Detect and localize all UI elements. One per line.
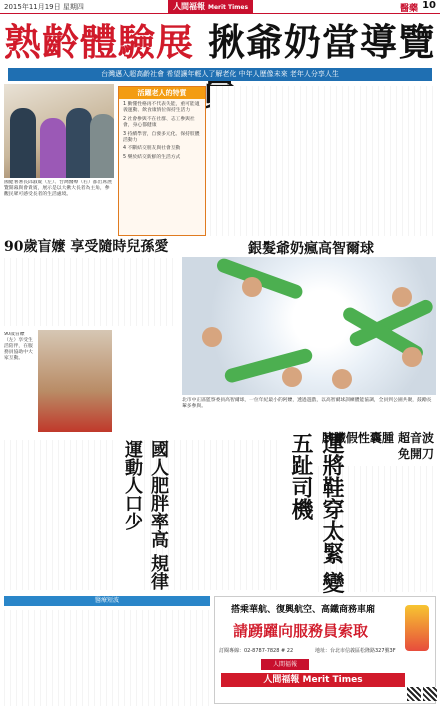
article-body-columns [4,258,174,326]
ad-banner: 人間福報 Merit Times [221,673,405,687]
photo-caption-2: 90歲盲嬤（左）享受生活陪伴，在服務員協助中大家互動。 [4,332,33,361]
issue-date: 2015年11月19日 星期四 [4,3,84,11]
section-heading: 胰臟假性囊腫 超音波免開刀 [321,431,434,461]
page-headline: 熟齡體驗展 揪爺奶當導覽 [4,20,436,64]
section-heading: 運將鞋穿太緊 變五趾司機 [288,432,345,594]
advertisement [214,596,436,704]
list-item: 5 樂於結交新鮮的生活方式 [123,154,181,160]
page-number: 10 [422,0,436,11]
section-heading: 國人肥胖率高 規律運動人口少 [122,440,169,591]
sidebar-box-title: 活躍老人的特質 [119,87,205,99]
list-item: 4 不斷結交朋友與社會互動 [123,146,181,152]
masthead [0,0,440,14]
list-item: 3 持續學習，自發多元化、保持肢體活動力 [123,131,200,144]
article-body-columns [4,610,210,706]
headline-subtitle: 台灣邁入超高齡社會 希望讓年輕人了解老化 中年人歷像未來 老年人分享人生 [8,68,432,81]
ad-phone: 訂閱專線：02-8787-7828 # 22 [219,648,294,654]
list-item: 2 社會參與不在社群、志工參與社會，身心都健康 [123,116,195,129]
qr-code-icon [407,687,421,701]
ad-title: 搭乘華航、復興航空、高鐵商務車廂 [231,605,376,615]
photo-caption-3: 北市中正區監察委員高智爾球，一位年紀最小的阿嬤，透過遊戲，以高智爾球訓練體能協調，全員到公園共聚，鼓勵長輩多參與。 [182,398,432,409]
ad-headline: 請踴躍向服務員索取 [233,622,369,640]
newspaper-logo: 人間福報 Merit Times [168,0,253,13]
photo-caption-1: 國健署署長邱淑媞（左）、台灣醫療（右）都出席展覽開幕與會貴賓，展示是以大揪大長者為主角，參觀民眾可感受長者的生活處境。 [4,180,112,197]
column-tag: 醫療短波 [4,596,210,606]
product-image [405,605,429,651]
sidebar-box [118,86,206,236]
list-item: 1 勤懂性格再不代表失能，重可能適義運動、飲食康情位保持生活力 [123,102,200,114]
ad-logo: 人間福報 [261,659,309,670]
section-heading: 90歲盲嬤 享受隨時兒孫愛 [4,239,169,255]
ad-address: 地址：台北市信義區松隆路327號3F [315,648,396,654]
article-body-columns [4,440,114,590]
officials-photo [4,84,114,178]
section-heading: 銀髮爺奶瘋高智爾球 [248,241,374,257]
elder-photo [38,330,112,432]
article-body-columns [210,86,436,236]
golf-group-photo [182,257,436,395]
qr-code-icon [423,687,437,701]
section-name: 醫藥 [399,4,418,14]
